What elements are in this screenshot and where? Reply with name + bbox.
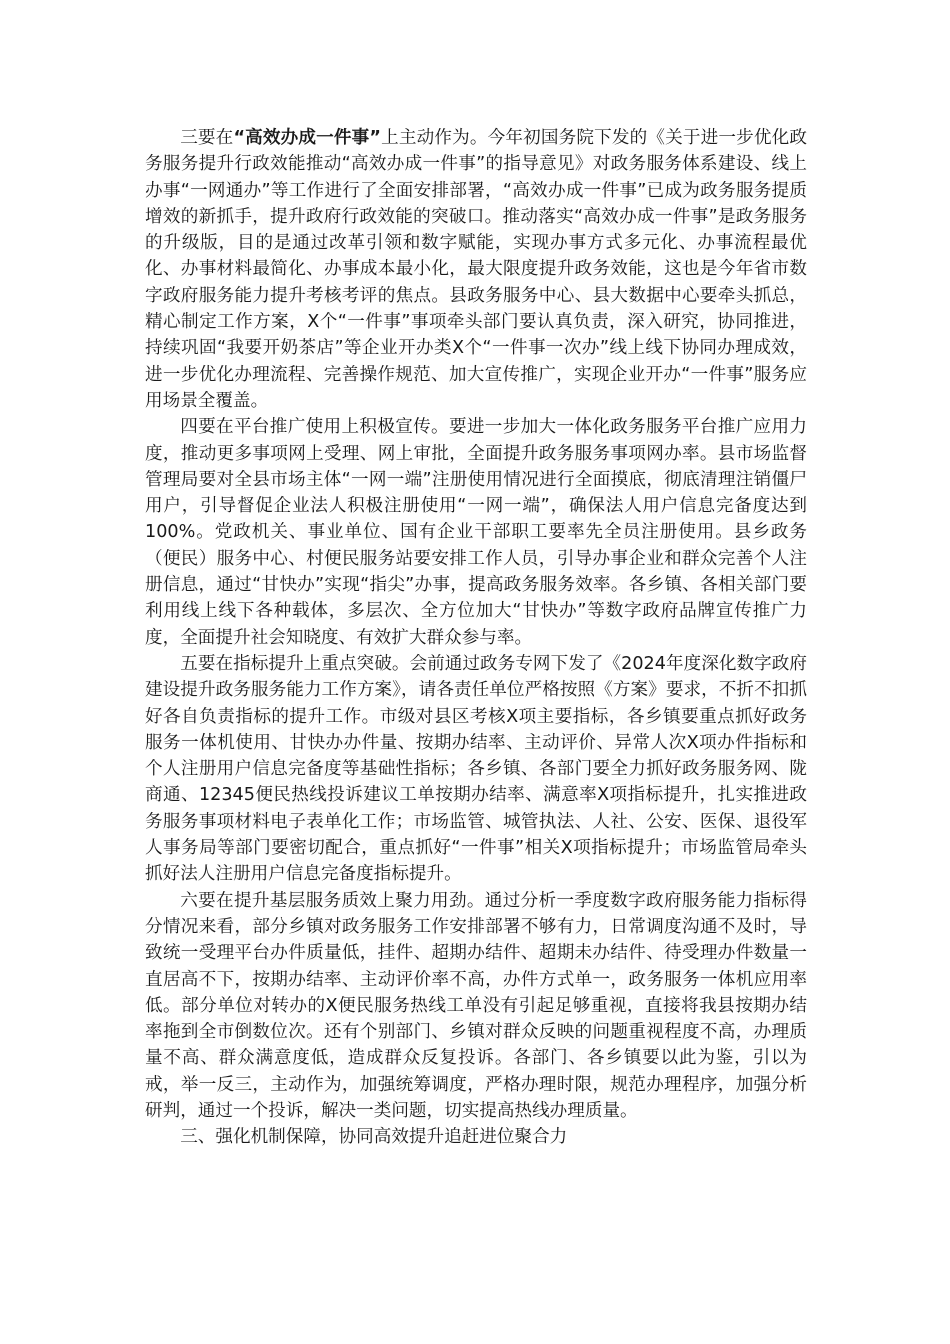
paragraph-platform-promotion: 四要在平台推广使用上积极宣传。要进一步加大一体化政务服务平台推广应用力度，推动更多事项网上受理、网上审批，全面提升政务服务事项网办率。县市场监督管理局要对全县市场主体“一网一端”注册使用情况进行全面摸底，彻底清理注销僵尸用户，引导督促企业法人积极注册使用“一网一端”，确保法人用户信息完备度达到100%。党政机关、事业单位、国有企业干部职工要率先全员注册使用。县乡政务（便民）服务中心、村便民服务站要安排工作人员，引导办事企业和群众完善个人注册信息，通过“甘快办”实现“指尖”办事，提高政务服务效率。各乡镇、各相关部门要利用线上线下各种载体，多层次、全方位加大“甘快办”等数字政府品牌宣传推广力度，全面提升社会知晓度、有效扩大群众参与率。: [145, 417, 807, 648]
section-heading: 三、强化机制保障，协同高效提升追赶进位聚合力: [180, 1127, 568, 1148]
paragraph-efficient-one-thing: [145, 125, 807, 414]
paragraph-indicator-breakthrough: 五要在指标提升上重点突破。会前通过政务专网下发了《2024年度深化数字政府建设提升政务服务能力工作方案》，请各责任单位严格按照《方案》要求，不折不扣抓好各自负责指标的提升工作。市级对县区考核X项主要指标，各乡镇要重点抓好政务服务一体机使用、甘快办办件量、按期办结率、主动评价、异常人次X项办件指标和个人注册用户信息完备度等基础性指标；各乡镇、各部门要全力抓好政务服务网、陇商通、12345便民热线投诉建议工单按期办结率、满意率X项指标提升，扎实推进政务服务事项材料电子表单化工作；市场监管、城管执法、人社、公安、医保、退役军人事务局等部门要密切配合，重点抓好“一件事”相关X项指标提升；市场监管局牵头抓好法人注册用户信息完备度指标提升。: [145, 653, 807, 885]
paragraph-lead-bold: “高效办成一件事”: [233, 128, 381, 148]
paragraph-grassroots-service: 六要在提升基层服务质效上聚力用劲。通过分析一季度数字政府服务能力指标得分情况来看，部分乡镇对政务服务工作安排部署不够有力，日常调度沟通不及时，导致统一受理平台办件质量低，挂件、超期办结件、超期未办结件、待受理办件数量一直居高不下，按期办结率、主动评价率不高，办件方式单一，政务服务一体机应用率低。部分单位对转办的X便民服务热线工单没有引起足够重视，直接将我县按期办结率拖到全市倒数位次。还有个别部门、乡镇对群众反映的问题重视程度不高，办理质量不高、群众满意度低，造成群众反复投诉。各部门、各乡镇要以此为鉴，引以为戒，举一反三，主动作为，加强统筹调度，严格办理时限，规范办理程序，加强分析研判，通过一个投诉，解决一类问题，切实提高热线办理质量。: [145, 890, 807, 1121]
document-body: [145, 125, 807, 1151]
paragraph-text: 上主动作为。今年初国务院下发的《关于进一步优化政务服务提升行政效能推动“高效办成一件事”的指导意见》对政务服务体系建设、线上办事“一网通办”等工作进行了全面安排部署，“高效办成一件事”已成为政务服务提质增效的新抓手，提升政府行政效能的突破口。推动落实“高效办成一件事”是政务服务的升级版，目的是通过改革引领和数字赋能，实现办事方式多元化、办事流程最优化、办事材料最简化、办事成本最小化，最大限度提升政务效能，这也是今年省市数字政府服务能力提升考核考评的焦点。县政务服务中心、县大数据中心要牵头抓总，精心制定工作方案，X个“一件事”事项牵头部门要认真负责，深入研究，协同推进，持续巩固“我要开奶茶店”等企业开办类X个“一件事一次办”线上线下协同办理成效，进一步优化办理流程、完善操作规范、加大宣传推广，实现企业开办“一件事”服务应用场景全覆盖。: [145, 128, 807, 411]
paragraph-lead: 三要在: [180, 128, 234, 148]
